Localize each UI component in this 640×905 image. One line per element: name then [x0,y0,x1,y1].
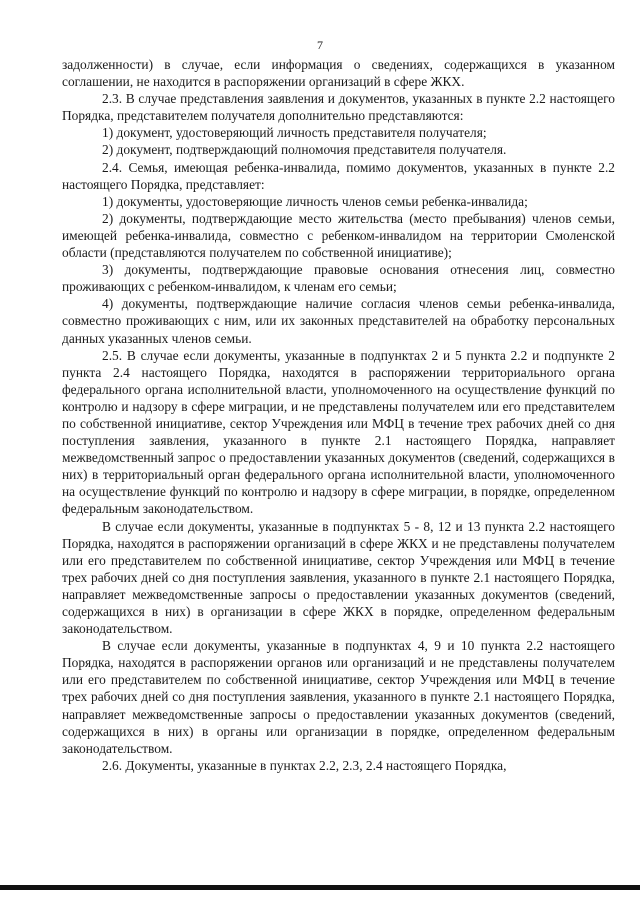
paragraph-2-6: 2.6. Документы, указанные в пунктах 2.2, 2.3, 2.4 настоящего Порядка, [102,757,507,773]
page-number: 7 [317,38,323,52]
list-item-2-4-2: 2) документы, подтверждающие место жительства (место пребывания) членов семьи, имеющей ребенка-инвалида, совместно с ребенком-инвалидом на территории Смоленской области (представляются получателем по собственной инициативе); [62,210,615,261]
scan-bottom-border [0,885,640,890]
paragraph-continuation: задолженности) в случае, если информация о сведениях, содержащихся в указанном соглашении, не находится в распоряжении организаций в сфере ЖКХ. [62,57,615,90]
list-item-2-3-2: 2) документ, подтверждающий полномочия представителя получателя. [102,142,507,158]
list-item-2-4-4: 4) документы, подтверждающие наличие согласия членов семьи ребенка-инвалида, совместно проживающих с ним, или их законных представителей на обработку персональных данных указанных членов семьи. [62,296,615,346]
paragraph-2-5-organs: В случае если документы, указанные в подпунктах 4, 9 и 10 пункта 2.2 настоящего Порядка, находятся в распоряжении органов или организаций и не представлены получателем или его представителем по собственной инициативе, сектор Учреждения или МФЦ в течение трех рабочих дней со дня поступления заявления, указанного в пункте 2.1 настоящего Порядка, направляет межведомственные запросы о предоставлении указанных документов (сведений, содержащихся в них) в органы или организации в порядке, определенном федеральным законодательством. [62,638,615,756]
document-body [62,56,615,774]
list-item-2-3-1: 1) документ, удостоверяющий личность представителя получателя; [102,125,487,141]
list-item-2-4-1: 1) документы, удостоверяющие личность членов семьи ребенка-инвалида; [102,193,528,209]
list-item-2-4-3: 3) документы, подтверждающие правовые основания отнесения лиц, совместно проживающих с ребенком-инвалидом, к членам его семьи; [62,262,615,295]
paragraph-2-5-housing: В случае если документы, указанные в подпунктах 5 - 8, 12 и 13 пункта 2.2 настоящего Порядка, находятся в распоряжении организаций в сфере ЖКХ и не представлены получателем или его представителем по собственной инициативе, сектор Учреждения или МФЦ в течение трех рабочих дней со дня поступления заявления, указанного в пункте 2.1 настоящего Порядка, направляет межведомственные запросы о предоставлении указанных документов (сведений, содержащихся в них) в организации в сфере ЖКХ в порядке, определенном федеральным законодательством. [62,518,615,637]
paragraph-2-5: 2.5. В случае если документы, указанные в подпунктах 2 и 5 пункта 2.2 и подпункте 2 пункта 2.4 настоящего Порядка, находятся в распоряжении территориального органа федерального органа исполнительной власти, уполномоченного на осуществление функций по контролю и надзору в сфере миграции, и не представлены получателем или его представителем по собственной инициативе, сектор Учреждения или МФЦ в течение трех рабочих дней со дня поступления заявления, указанного в пункте 2.1 настоящего Порядка, направляет межведомственный запрос о предоставлении указанных документов (сведений, содержащихся в них) в территориальный орган федерального органа исполнительной власти, уполномоченного на осуществление функций по контролю и надзору в сфере миграции, в порядке, определенном федеральным законодательством. [62,347,615,517]
paragraph-2-4: 2.4. Семья, имеющая ребенка-инвалида, помимо документов, указанных в пункте 2.2 настоящего Порядка, представляет: [62,159,615,192]
paragraph-2-3: 2.3. В случае представления заявления и документов, указанных в пункте 2.2 настоящего Порядка, представителем получателя дополнительно представляются: [62,91,615,124]
